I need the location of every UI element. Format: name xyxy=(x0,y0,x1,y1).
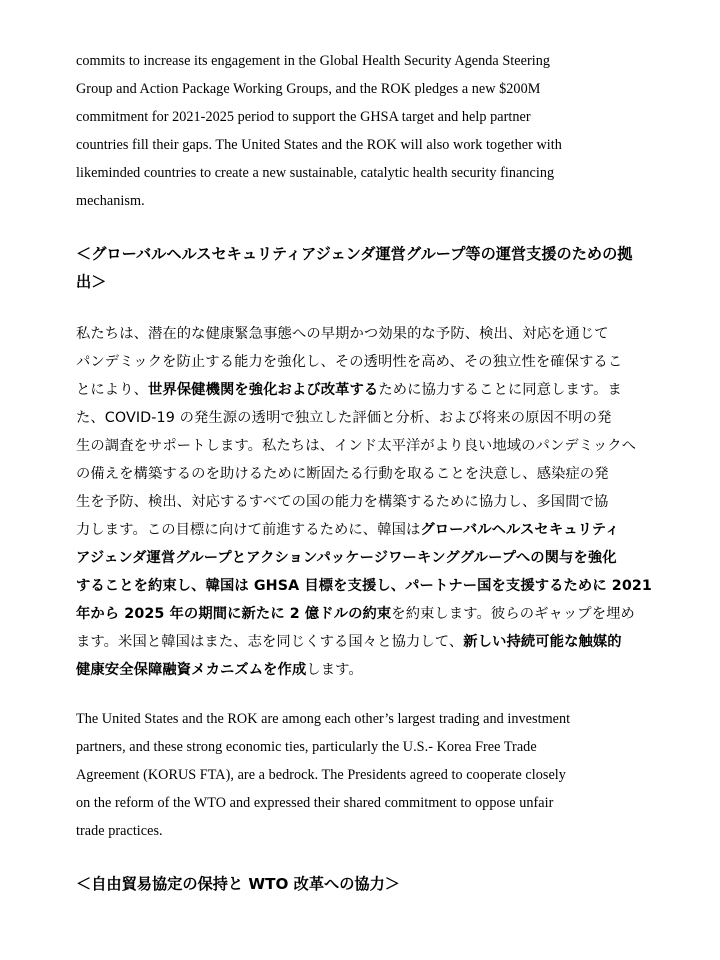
text-run: を約束します。彼らのギャップを埋め xyxy=(391,606,635,622)
text-line xyxy=(76,488,646,516)
heading-line: ＜グローバルヘルスセキュリティアジェンダ運営グループ等の運営支援のための拠 xyxy=(76,245,633,263)
text-line: commits to increase its engagement in the Global Health Security Agenda Steering xyxy=(76,53,551,69)
text-line: The United States and the ROK are among each other’s largest trading and investment xyxy=(76,711,571,727)
text-line: trade practices. xyxy=(76,823,163,839)
text-line: commitment for 2021-2025 period to support the GHSA target and help partner xyxy=(76,109,531,125)
japanese-paragraph-ghsa xyxy=(76,320,652,684)
text-run: 生を予防、検出、対応するすべての国の能力を構築するために協力し、多国間で協 xyxy=(76,494,609,510)
text-line xyxy=(76,460,646,488)
text-line: likeminded countries to create a new sustainable, catalytic health security financing xyxy=(76,165,555,181)
bold-text-run: アジェンダ運営グループとアクションパッケージワーキンググループへの関与を強化 xyxy=(76,550,617,566)
text-line xyxy=(76,404,646,432)
english-paragraph-trade xyxy=(76,705,646,845)
text-line: Agreement (KORUS FTA), are a bedrock. The Presidents agreed to cooperate closely xyxy=(76,767,566,783)
text-line xyxy=(76,600,646,628)
text-run: た、COVID-19 の発生源の透明で独立した評価と分析、および将来の原因不明の発 xyxy=(76,410,612,426)
bold-text-run: グローバルヘルスセキュリティ xyxy=(420,522,620,538)
text-line xyxy=(76,320,646,348)
bold-text-run: 世界保健機関を強化および改革する xyxy=(147,382,379,398)
text-line: countries fill their gaps. The United States and the ROK will also work together with xyxy=(76,137,562,153)
text-run: とにより、 xyxy=(76,382,148,398)
text-line xyxy=(76,376,646,404)
text-run: ます。米国と韓国はまた、志を同じくする国々と協力して、 xyxy=(76,634,464,650)
bold-text-run: 新しい持続可能な触媒的 xyxy=(463,634,622,650)
text-line xyxy=(76,572,652,600)
bold-text-run: することを約束し、韓国は GHSA 目標を支援し、パートナー国を支援するために 2021 xyxy=(76,578,652,594)
text-run: ために協力することに同意します。ま xyxy=(378,382,622,398)
text-line: Group and Action Package Working Groups, and the ROK pledges a new $200M xyxy=(76,81,541,97)
text-line xyxy=(76,628,646,656)
section-heading-ghsa xyxy=(76,240,646,296)
text-line xyxy=(76,544,646,572)
heading-line: 出＞ xyxy=(76,273,107,291)
text-line: partners, and these strong economic ties, particularly the U.S.- Korea Free Trade xyxy=(76,739,537,755)
text-run: の備えを構築するのを助けるために断固たる行動を取ることを決意し、感染症の発 xyxy=(76,466,609,482)
text-line xyxy=(76,432,646,460)
text-line: on the reform of the WTO and expressed their shared commitment to oppose unfair xyxy=(76,795,554,811)
text-run: 私たちは、潜在的な健康緊急事態への早期かつ効果的な予防、検出、対応を通じて xyxy=(76,326,609,342)
bold-text-run: 年から 2025 年の期間に新たに 2 億ドルの約束 xyxy=(76,606,392,622)
text-line xyxy=(76,348,646,376)
heading-line: ＜自由貿易協定の保持と WTO 改革への協力＞ xyxy=(76,875,400,893)
text-line: mechanism. xyxy=(76,193,145,209)
text-run: します。 xyxy=(306,662,363,678)
text-line xyxy=(76,516,646,544)
english-paragraph-ghsa xyxy=(76,47,646,215)
bold-text-run: 健康安全保障融資メカニズムを作成 xyxy=(76,662,307,678)
text-run: パンデミックを防止する能力を強化し、その透明性を高め、その独立性を確保するこ xyxy=(76,354,623,370)
text-line xyxy=(76,656,646,684)
section-heading-trade xyxy=(76,870,646,898)
text-run: 生の調査をサポートします。私たちは、インド太平洋がより良い地域のパンデミックへ xyxy=(76,438,637,454)
text-run: 力します。この目標に向けて前進するために、韓国は xyxy=(76,522,421,538)
